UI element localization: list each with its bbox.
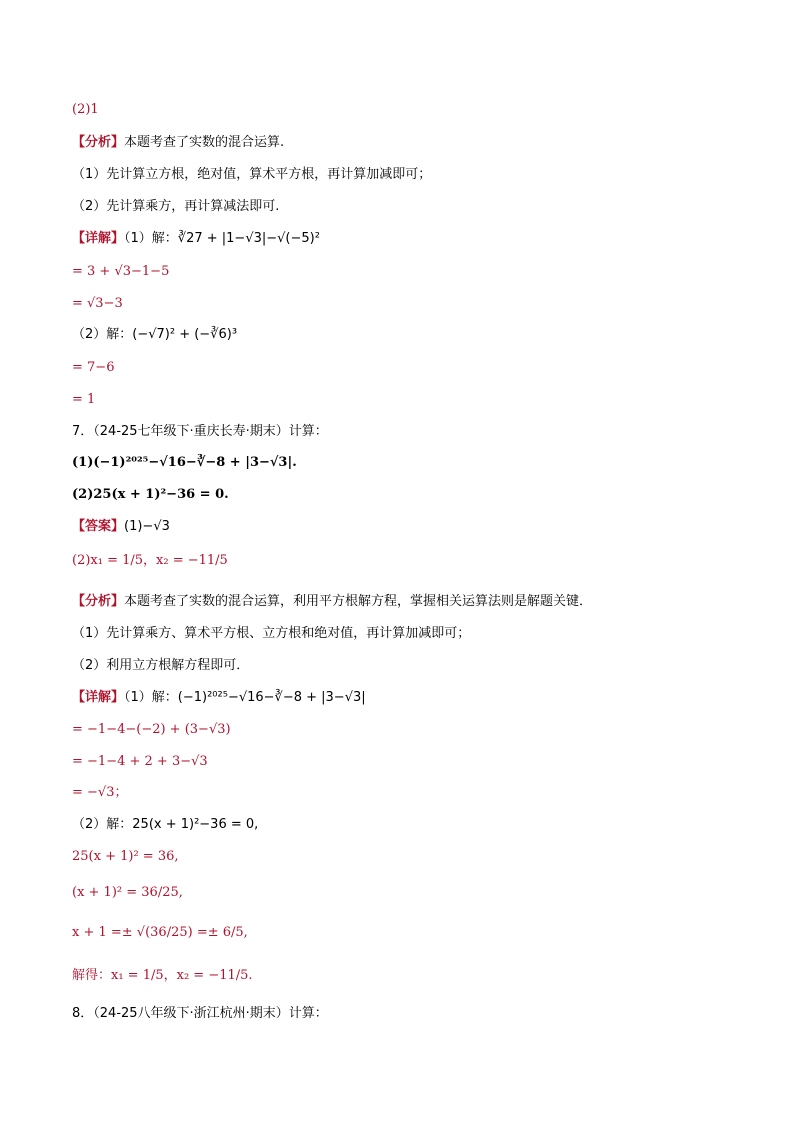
line-text: (2)1 (72, 102, 99, 117)
line-text: (2)x₁ = 1/5，x₂ = −11/5 (72, 553, 228, 568)
line-text: = −1−4 + 2 + 3−√3 (72, 754, 208, 769)
section-label: 【分析】 (72, 135, 125, 150)
line-text: 本题考查了实数的混合运算，利用平方根解方程，掌握相关运算法则是解题关键． (124, 594, 593, 609)
line-text: （2）利用立方根解方程即可． (72, 658, 250, 673)
text-line (72, 165, 431, 185)
text-line (72, 783, 127, 803)
text-line (72, 453, 297, 473)
line-text: （1）解：∛27 + |1−√3|−√(−5)² (124, 231, 320, 246)
line-text: （1）先计算乘方、算术平方根、立方根和绝对值，再计算加减即可； (72, 626, 471, 641)
section-label: 【分析】 (72, 594, 125, 609)
text-line (72, 294, 123, 314)
text-line (72, 551, 228, 571)
line-text: 8．（24-25八年级下·浙江杭州·期末）计算： (72, 1006, 328, 1021)
line-text: 本题考查了实数的混合运算. (124, 135, 285, 150)
line-text: （2）解：25(x + 1)²−36 = 0, (72, 817, 259, 832)
text-line (72, 517, 170, 537)
text-line (72, 592, 592, 612)
text-line (72, 883, 183, 903)
line-text: x + 1 =± √(36/25) =± 6/5, (72, 925, 248, 940)
line-text: (x + 1)² = 36/25, (72, 885, 183, 900)
text-line (72, 752, 208, 772)
text-line (72, 422, 328, 442)
text-line (72, 1004, 328, 1024)
line-text: (1)−√3 (124, 519, 170, 534)
line-text: 7．（24-25七年级下·重庆长寿·期末）计算： (72, 424, 328, 439)
text-line (72, 923, 248, 943)
line-text: = 7−6 (72, 360, 115, 375)
text-line (72, 847, 179, 867)
line-text: (2)25(x + 1)²−36 = 0. (72, 487, 229, 502)
section-label: 【答案】 (72, 519, 125, 534)
line-text: 解得：x₁ = 1/5，x₂ = −11/5. (72, 968, 253, 983)
text-line (72, 133, 284, 153)
section-label: 【详解】 (72, 690, 125, 705)
text-line (72, 688, 366, 708)
text-line (72, 656, 249, 676)
line-text: (1)(−1)²⁰²⁵−√16−∛−8 + |3−√3|. (72, 455, 297, 470)
text-line (72, 229, 320, 249)
text-line (72, 966, 253, 986)
line-text: = √3−3 (72, 296, 123, 311)
text-line (72, 262, 169, 282)
text-line (72, 100, 99, 120)
line-text: （2）解：(−√7)² + (−∛6)³ (72, 327, 238, 342)
line-text: = −1−4−(−2) + (3−√3) (72, 722, 231, 737)
line-text: = 3 + √3−1−5 (72, 264, 170, 279)
line-text: 25(x + 1)² = 36, (72, 849, 179, 864)
text-line (72, 815, 258, 835)
line-text: = −√3； (72, 785, 128, 800)
line-text: （1）解：(−1)²⁰²⁵−√16−∛−8 + |3−√3| (124, 690, 366, 705)
text-line (72, 720, 231, 740)
text-line (72, 390, 95, 410)
text-line (72, 624, 470, 644)
line-text: = 1 (72, 392, 96, 407)
text-line (72, 325, 237, 345)
text-line (72, 358, 114, 378)
line-text: （2）先计算乘方，再计算减法即可. (72, 199, 280, 214)
section-label: 【详解】 (72, 231, 125, 246)
text-line (72, 485, 229, 505)
text-line (72, 197, 279, 217)
line-text: （1）先计算立方根，绝对值，算术平方根，再计算加减即可； (72, 167, 432, 182)
